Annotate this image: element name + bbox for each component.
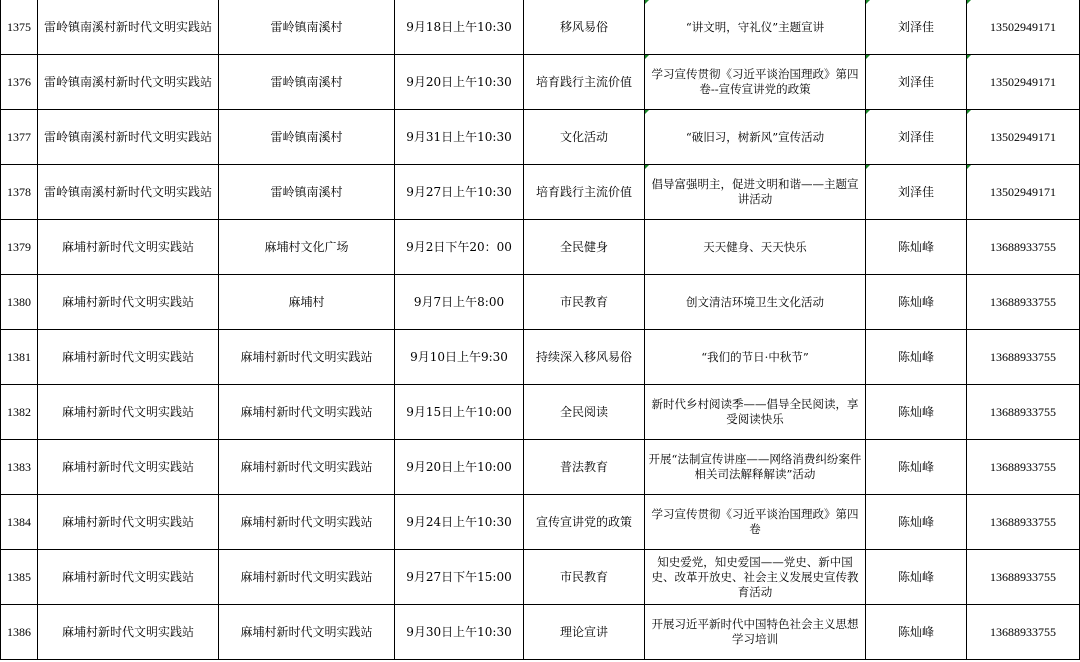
cell-contact-phone <box>967 440 1080 495</box>
cell-activity-location-text: 雷岭镇南溪村 <box>270 74 343 89</box>
cell-activity-location-text: 麻埔村新时代文明实践站 <box>240 349 373 364</box>
cell-comment-marker <box>866 110 870 114</box>
cell-activity-location-text: 麻埔村新时代文明实践站 <box>240 514 373 529</box>
cell-contact-person-text: 陈灿峰 <box>897 624 934 639</box>
cell-contact-phone-text: 13688933755 <box>990 569 1056 584</box>
cell-practice-station <box>38 495 219 550</box>
cell-practice-station-text: 麻埔村新时代文明实践站 <box>61 404 194 419</box>
table-body <box>1 0 1080 660</box>
cell-contact-person-text: 陈灿峰 <box>897 294 934 309</box>
cell-activity-time <box>395 220 524 275</box>
cell-activity-location <box>219 0 395 55</box>
cell-activity-category <box>524 165 645 220</box>
cell-activity-content-text: 开展习近平新时代中国特色社会主义思想学习培训 <box>651 617 859 646</box>
cell-comment-marker <box>866 55 870 59</box>
cell-activity-category-text: 文化活动 <box>559 129 608 144</box>
table-row <box>1 275 1080 330</box>
cell-comment-marker <box>645 55 649 59</box>
cell-practice-station-text: 雷岭镇南溪村新时代文明实践站 <box>43 129 212 144</box>
cell-contact-phone-text: 13502949171 <box>990 19 1056 34</box>
cell-practice-station <box>38 440 219 495</box>
cell-contact-person <box>866 110 967 165</box>
cell-practice-station-text: 麻埔村新时代文明实践站 <box>61 294 194 309</box>
cell-contact-phone-text: 13688933755 <box>990 459 1056 474</box>
table-row <box>1 495 1080 550</box>
cell-activity-time-text: 9月27日下午15:00 <box>406 569 512 584</box>
cell-practice-station <box>38 55 219 110</box>
cell-comment-marker <box>866 0 870 4</box>
cell-activity-time <box>395 440 524 495</box>
table-row <box>1 330 1080 385</box>
cell-serial-number-text: 1386 <box>7 624 31 639</box>
cell-activity-time-text: 9月20日上午10:30 <box>406 74 512 89</box>
cell-practice-station <box>38 0 219 55</box>
cell-serial-number <box>1 330 38 385</box>
cell-serial-number-text: 1383 <box>7 459 31 474</box>
cell-contact-person <box>866 220 967 275</box>
cell-activity-location <box>219 275 395 330</box>
cell-activity-time <box>395 110 524 165</box>
cell-activity-content-text: 倡导富强明主，促进文明和谐——主题宣讲活动 <box>651 177 859 206</box>
cell-contact-person <box>866 550 967 605</box>
cell-activity-category-text: 宣传宣讲党的政策 <box>535 514 632 529</box>
cell-contact-person-text: 刘泽佳 <box>897 74 934 89</box>
cell-activity-category <box>524 0 645 55</box>
cell-serial-number <box>1 495 38 550</box>
cell-activity-location <box>219 110 395 165</box>
cell-activity-content <box>645 55 866 110</box>
cell-serial-number <box>1 275 38 330</box>
cell-practice-station <box>38 385 219 440</box>
cell-contact-person <box>866 275 967 330</box>
table-row <box>1 605 1080 660</box>
cell-activity-content <box>645 165 866 220</box>
cell-activity-location <box>219 440 395 495</box>
cell-activity-location <box>219 550 395 605</box>
cell-serial-number <box>1 605 38 660</box>
cell-serial-number <box>1 165 38 220</box>
cell-activity-category <box>524 385 645 440</box>
cell-activity-category <box>524 220 645 275</box>
cell-contact-phone-text: 13688933755 <box>990 624 1056 639</box>
cell-comment-marker <box>645 110 649 114</box>
cell-contact-phone <box>967 495 1080 550</box>
cell-contact-phone <box>967 550 1080 605</box>
cell-activity-content-text: “破旧习，树新风”宣传活动 <box>685 129 825 144</box>
cell-practice-station <box>38 110 219 165</box>
cell-contact-phone-text: 13688933755 <box>990 239 1056 254</box>
cell-contact-person-text: 陈灿峰 <box>897 514 934 529</box>
cell-contact-phone <box>967 110 1080 165</box>
cell-practice-station <box>38 275 219 330</box>
cell-activity-time-text: 9月27日上午10:30 <box>406 184 512 199</box>
cell-practice-station-text: 麻埔村新时代文明实践站 <box>61 569 194 584</box>
cell-serial-number-text: 1376 <box>7 74 31 89</box>
cell-activity-content-text: 学习宣传贯彻《习近平谈治国理政》第四卷--宣传宣讲党的政策 <box>651 67 859 96</box>
cell-contact-phone <box>967 330 1080 385</box>
cell-serial-number-text: 1375 <box>7 19 31 34</box>
cell-activity-content <box>645 275 866 330</box>
cell-activity-content <box>645 495 866 550</box>
cell-contact-person-text: 陈灿峰 <box>897 569 934 584</box>
cell-activity-location-text: 麻埔村文化广场 <box>264 239 349 254</box>
cell-practice-station-text: 雷岭镇南溪村新时代文明实践站 <box>43 19 212 34</box>
cell-activity-content <box>645 330 866 385</box>
cell-practice-station <box>38 550 219 605</box>
cell-serial-number <box>1 110 38 165</box>
cell-comment-marker <box>967 110 971 114</box>
cell-contact-person <box>866 495 967 550</box>
cell-contact-phone-text: 13688933755 <box>990 514 1056 529</box>
cell-contact-person-text: 刘泽佳 <box>897 184 934 199</box>
cell-activity-time <box>395 495 524 550</box>
cell-comment-marker <box>967 0 971 4</box>
cell-serial-number-text: 1379 <box>7 239 31 254</box>
cell-serial-number <box>1 55 38 110</box>
cell-activity-content-text: 学习宣传贯彻《习近平谈治国理政》第四卷 <box>651 507 859 536</box>
table-row <box>1 165 1080 220</box>
table-row <box>1 110 1080 165</box>
cell-activity-time-text: 9月10日上午9:30 <box>410 349 508 364</box>
cell-activity-location-text: 麻埔村新时代文明实践站 <box>240 404 373 419</box>
cell-serial-number-text: 1377 <box>7 129 31 144</box>
table-row <box>1 385 1080 440</box>
cell-activity-category-text: 移风易俗 <box>559 19 608 34</box>
cell-contact-phone-text: 13688933755 <box>990 404 1056 419</box>
cell-activity-category-text: 全民健身 <box>559 239 608 254</box>
cell-activity-category-text: 市民教育 <box>559 569 608 584</box>
cell-practice-station-text: 麻埔村新时代文明实践站 <box>61 514 194 529</box>
cell-serial-number <box>1 385 38 440</box>
cell-contact-phone-text: 13688933755 <box>990 294 1056 309</box>
cell-practice-station-text: 麻埔村新时代文明实践站 <box>61 624 194 639</box>
cell-activity-content <box>645 385 866 440</box>
cell-contact-phone-text: 13502949171 <box>990 129 1056 144</box>
cell-contact-phone-text: 13688933755 <box>990 349 1056 364</box>
cell-activity-category <box>524 275 645 330</box>
cell-contact-person-text: 陈灿峰 <box>897 349 934 364</box>
cell-practice-station <box>38 220 219 275</box>
cell-contact-person <box>866 385 967 440</box>
cell-activity-location <box>219 220 395 275</box>
cell-activity-location <box>219 495 395 550</box>
cell-activity-category-text: 培育践行主流价值 <box>535 74 632 89</box>
cell-activity-location <box>219 385 395 440</box>
cell-activity-time-text: 9月15日上午10:00 <box>406 404 512 419</box>
cell-activity-category-text: 普法教育 <box>559 459 608 474</box>
cell-activity-time-text: 9月2日下午20：00 <box>406 239 512 254</box>
cell-comment-marker <box>967 55 971 59</box>
cell-activity-location <box>219 330 395 385</box>
cell-activity-location <box>219 165 395 220</box>
cell-activity-time <box>395 0 524 55</box>
cell-serial-number-text: 1381 <box>7 349 31 364</box>
cell-activity-time <box>395 55 524 110</box>
cell-activity-location-text: 雷岭镇南溪村 <box>270 129 343 144</box>
cell-contact-phone-text: 13502949171 <box>990 184 1056 199</box>
cell-comment-marker <box>645 0 649 4</box>
cell-activity-time <box>395 275 524 330</box>
cell-contact-person <box>866 330 967 385</box>
cell-activity-time-text: 9月24日上午10:30 <box>406 514 512 529</box>
cell-practice-station <box>38 165 219 220</box>
cell-activity-content-text: 天天健身、天天快乐 <box>703 239 807 254</box>
cell-contact-person <box>866 605 967 660</box>
cell-activity-category <box>524 550 645 605</box>
cell-activity-location-text: 麻埔村新时代文明实践站 <box>240 569 373 584</box>
cell-activity-category <box>524 605 645 660</box>
cell-contact-person <box>866 0 967 55</box>
cell-contact-phone <box>967 165 1080 220</box>
cell-activity-time <box>395 385 524 440</box>
cell-comment-marker <box>967 165 971 169</box>
cell-serial-number-text: 1380 <box>7 294 31 309</box>
cell-activity-category <box>524 330 645 385</box>
cell-comment-marker <box>866 165 870 169</box>
cell-contact-phone <box>967 385 1080 440</box>
cell-activity-category <box>524 110 645 165</box>
cell-contact-phone <box>967 275 1080 330</box>
cell-practice-station <box>38 605 219 660</box>
cell-contact-person <box>866 55 967 110</box>
cell-serial-number-text: 1385 <box>7 569 31 584</box>
cell-contact-person <box>866 165 967 220</box>
cell-activity-time <box>395 550 524 605</box>
cell-activity-category <box>524 55 645 110</box>
cell-serial-number <box>1 440 38 495</box>
cell-activity-time <box>395 165 524 220</box>
cell-activity-category <box>524 495 645 550</box>
cell-activity-category-text: 理论宣讲 <box>559 624 608 639</box>
cell-comment-marker <box>645 165 649 169</box>
cell-contact-person-text: 陈灿峰 <box>897 404 934 419</box>
cell-activity-location-text: 雷岭镇南溪村 <box>270 184 343 199</box>
cell-contact-phone-text: 13502949171 <box>990 74 1056 89</box>
cell-activity-content <box>645 605 866 660</box>
cell-serial-number <box>1 0 38 55</box>
cell-practice-station-text: 麻埔村新时代文明实践站 <box>61 459 194 474</box>
cell-activity-content <box>645 440 866 495</box>
cell-practice-station-text: 雷岭镇南溪村新时代文明实践站 <box>43 74 212 89</box>
cell-contact-person-text: 刘泽佳 <box>897 19 934 34</box>
cell-serial-number <box>1 550 38 605</box>
cell-activity-location <box>219 55 395 110</box>
cell-activity-location-text: 麻埔村新时代文明实践站 <box>240 624 373 639</box>
cell-activity-content-text: “我们的节日·中秋节” <box>701 349 809 364</box>
cell-contact-person-text: 刘泽佳 <box>897 129 934 144</box>
cell-activity-time <box>395 330 524 385</box>
cell-activity-time <box>395 605 524 660</box>
cell-contact-phone <box>967 0 1080 55</box>
cell-activity-location <box>219 605 395 660</box>
table-row <box>1 55 1080 110</box>
cell-activity-time-text: 9月7日上午8:00 <box>413 294 505 309</box>
cell-practice-station <box>38 330 219 385</box>
cell-activity-category-text: 全民阅读 <box>559 404 608 419</box>
cell-practice-station-text: 麻埔村新时代文明实践站 <box>61 349 194 364</box>
cell-activity-time-text: 9月20日上午10:00 <box>406 459 512 474</box>
cell-practice-station-text: 麻埔村新时代文明实践站 <box>61 239 194 254</box>
cell-practice-station-text: 雷岭镇南溪村新时代文明实践站 <box>43 184 212 199</box>
cell-serial-number-text: 1382 <box>7 404 31 419</box>
cell-activity-time-text: 9月31日上午10:30 <box>406 129 512 144</box>
cell-activity-location-text: 雷岭镇南溪村 <box>270 19 343 34</box>
cell-activity-content-text: “讲文明，守礼仪”主题宣讲 <box>685 19 825 34</box>
cell-activity-location-text: 麻埔村 <box>288 294 325 309</box>
cell-contact-person-text: 陈灿峰 <box>897 239 934 254</box>
cell-serial-number-text: 1384 <box>7 514 31 529</box>
cell-activity-category-text: 市民教育 <box>559 294 608 309</box>
cell-activity-category-text: 培育践行主流价值 <box>535 184 632 199</box>
cell-activity-content-text: 开展“法制宣传讲座——网络消费纠纷案件相关司法解释解读”活动 <box>648 452 862 481</box>
cell-activity-content <box>645 110 866 165</box>
cell-activity-location-text: 麻埔村新时代文明实践站 <box>240 459 373 474</box>
cell-activity-content-text: 新时代乡村阅读季——倡导全民阅读，享受阅读快乐 <box>651 397 859 426</box>
cell-activity-content <box>645 550 866 605</box>
cell-contact-person <box>866 440 967 495</box>
cell-serial-number <box>1 220 38 275</box>
cell-contact-phone <box>967 220 1080 275</box>
cell-contact-phone <box>967 605 1080 660</box>
table-row <box>1 220 1080 275</box>
cell-contact-phone <box>967 55 1080 110</box>
cell-activity-category-text: 持续深入移风易俗 <box>535 349 632 364</box>
table-row <box>1 0 1080 55</box>
cell-activity-category <box>524 440 645 495</box>
cell-activity-content-text: 知史爱党，知史爱国——党史、新中国史、改革开放史、社会主义发展史宣传教育活动 <box>651 554 859 599</box>
cell-activity-content <box>645 220 866 275</box>
cell-activity-time-text: 9月18日上午10:30 <box>406 19 512 34</box>
cell-contact-person-text: 陈灿峰 <box>897 459 934 474</box>
cell-activity-time-text: 9月30日上午10:30 <box>406 624 512 639</box>
cell-serial-number-text: 1378 <box>7 184 31 199</box>
cell-activity-content-text: 创文清洁环境卫生文化活动 <box>686 294 824 309</box>
cell-activity-content <box>645 0 866 55</box>
table-row <box>1 440 1080 495</box>
table-row <box>1 550 1080 605</box>
